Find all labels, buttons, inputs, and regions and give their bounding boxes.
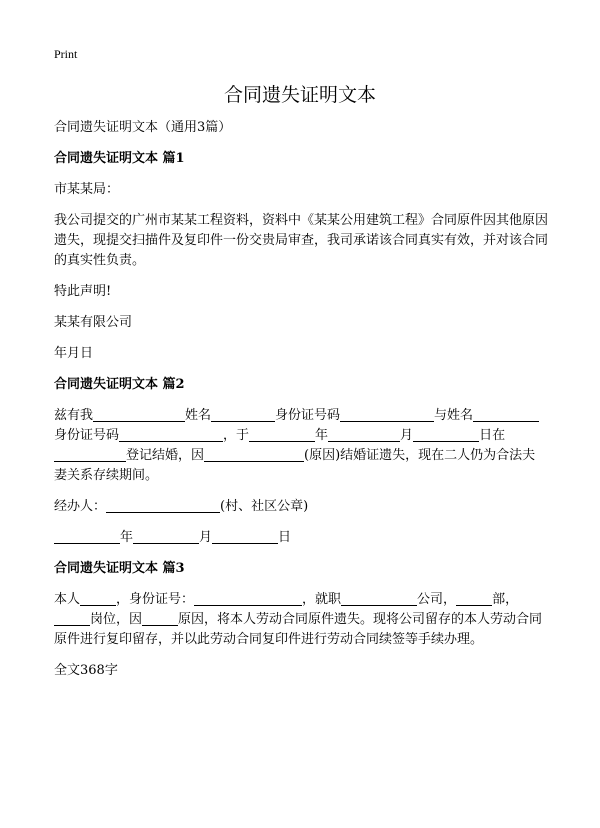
section-2-heading: 合同遗失证明文本 篇2 bbox=[54, 377, 185, 392]
text: 年 bbox=[120, 530, 134, 545]
section-3-heading: 合同遗失证明文本 篇3 bbox=[54, 561, 185, 576]
blank-line bbox=[133, 529, 199, 544]
blank-line bbox=[119, 427, 223, 442]
text: 日在 bbox=[479, 428, 506, 443]
section-1-body: 我公司提交的广州市某某工程资料，资料中《某某公用建筑工程》合同原件因其他原因遗失，现提交扫描件及复印件一份交贵局审查，我司承诺该合同真实有效，并对该合同的真实性负责。 bbox=[54, 213, 549, 268]
section-1-date: 年月日 bbox=[54, 346, 94, 361]
text: 月 bbox=[199, 530, 213, 545]
text: (原因)结婚证遗失，现在二人仍为合法夫妻关系存续期间。 bbox=[54, 448, 536, 483]
blank-line bbox=[204, 447, 304, 462]
section-1-declaration: 特此声明! bbox=[54, 284, 112, 299]
text: 与姓名 bbox=[434, 408, 474, 423]
blank-line bbox=[106, 498, 220, 513]
page-title: 合同遗失证明文本 bbox=[223, 84, 376, 106]
blank-line bbox=[340, 407, 434, 422]
text: 公司， bbox=[417, 592, 457, 607]
blank-line bbox=[211, 407, 275, 422]
text: 年 bbox=[315, 428, 329, 443]
blank-line bbox=[328, 427, 400, 442]
blank-line bbox=[54, 529, 120, 544]
section-2-date bbox=[54, 528, 548, 548]
section-3-body bbox=[54, 590, 548, 650]
text: ，就职 bbox=[302, 592, 342, 607]
blank-line bbox=[142, 611, 178, 626]
blank-line bbox=[93, 407, 185, 422]
text: 登记结婚，因 bbox=[126, 448, 205, 463]
blank-line bbox=[456, 591, 492, 606]
text: 部， bbox=[492, 592, 519, 607]
blank-line bbox=[194, 591, 302, 606]
section-1-heading: 合同遗失证明文本 篇1 bbox=[54, 151, 185, 166]
blank-line bbox=[341, 591, 417, 606]
text: 身份证号码 bbox=[275, 408, 341, 423]
document-body bbox=[54, 118, 548, 692]
text: 岗位，因 bbox=[90, 612, 143, 627]
section-1-salutation: 市某某局： bbox=[54, 182, 120, 197]
text: 原因，将本人劳动合同原件遗失。现将公司留存的本人劳动合同原件进行复印留存，并以此劳动合同复印件进行劳动合同续签等手续办理。 bbox=[54, 612, 543, 647]
text: 兹有我 bbox=[54, 408, 94, 423]
text: 姓名 bbox=[185, 408, 212, 423]
text: ，于 bbox=[223, 428, 250, 443]
text: 月 bbox=[400, 428, 414, 443]
section-1-company: 某某有限公司 bbox=[54, 315, 133, 330]
text: 身份证号码 bbox=[54, 428, 120, 443]
text: 经办人： bbox=[54, 499, 107, 514]
blank-line bbox=[249, 427, 315, 442]
blank-line bbox=[54, 447, 126, 462]
section-2-body bbox=[54, 406, 548, 486]
blank-line bbox=[80, 591, 116, 606]
intro-line: 合同遗失证明文本（通用3篇） bbox=[54, 120, 232, 135]
text: 本人 bbox=[54, 592, 81, 607]
text: (村、社区公章) bbox=[220, 499, 309, 514]
text: 日 bbox=[278, 530, 292, 545]
print-label[interactable]: Print bbox=[54, 47, 78, 61]
blank-line bbox=[413, 427, 479, 442]
section-2-agent bbox=[54, 497, 548, 517]
word-count: 全文368字 bbox=[54, 663, 118, 678]
text: ，身份证号： bbox=[116, 592, 195, 607]
blank-line bbox=[54, 611, 90, 626]
blank-line bbox=[473, 407, 539, 422]
blank-line bbox=[212, 529, 278, 544]
